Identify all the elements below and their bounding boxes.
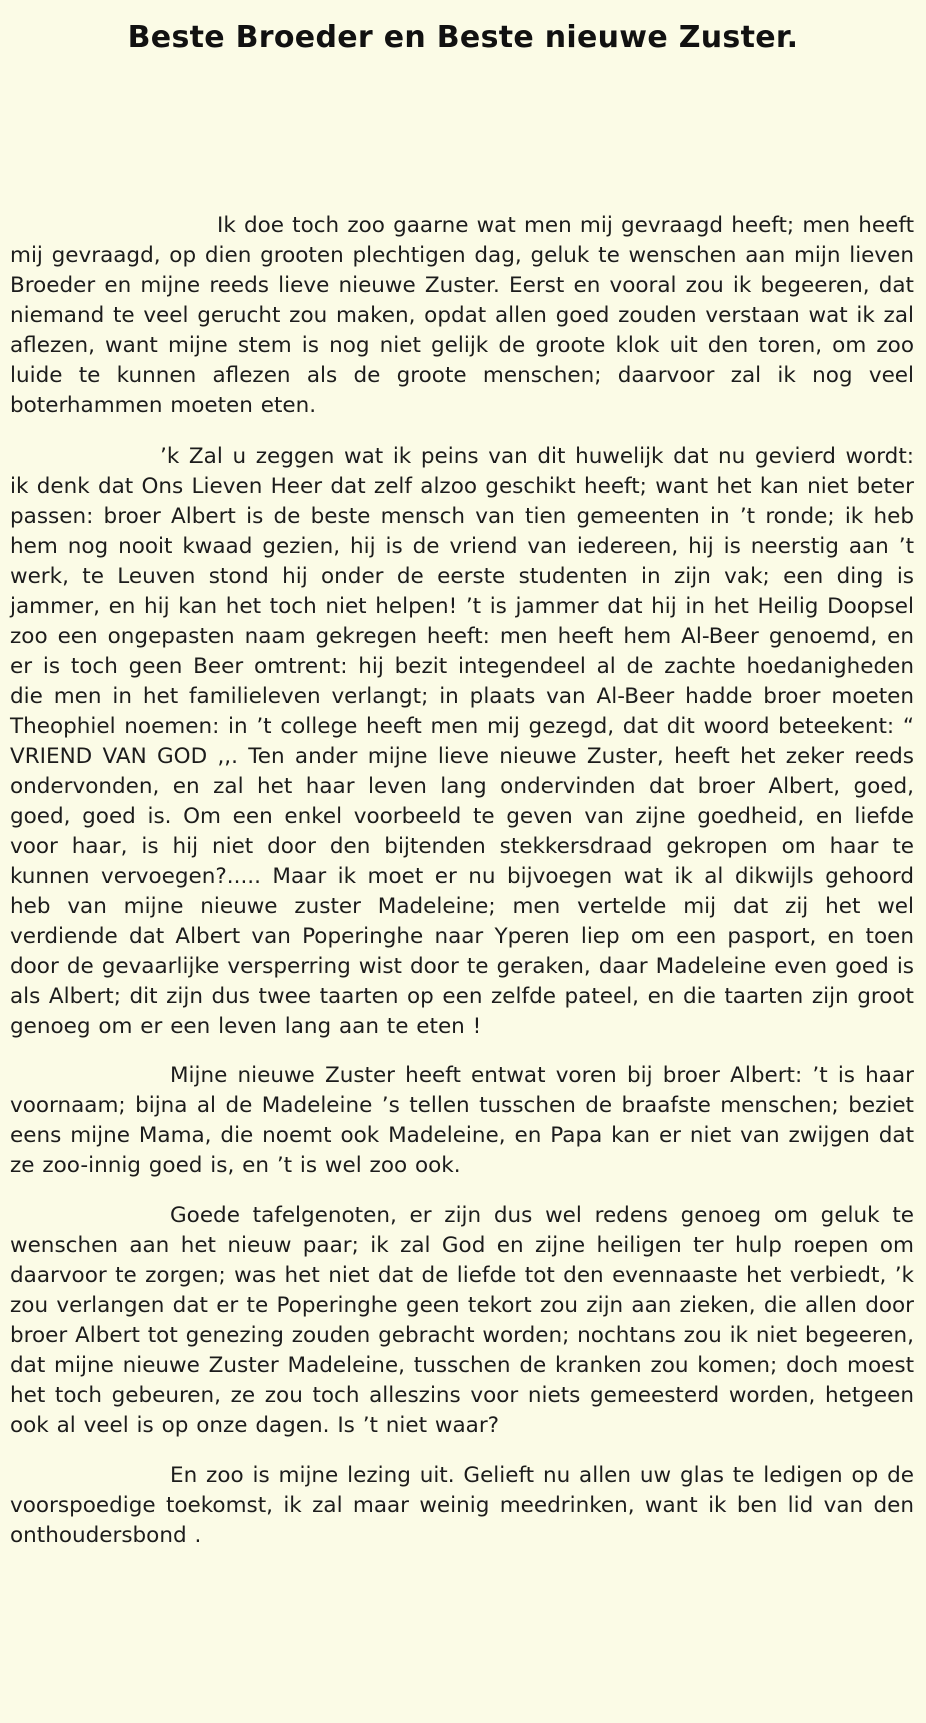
document-title: Beste Broeder en Beste nieuwe Zuster. (127, 20, 799, 55)
paragraph-3: Mijne nieuwe Zuster heeft entwat voren bij broer Albert: ’t is haar voornaam; bijna al de Madeleine ’s tellen tusschen de braafste menschen; beziet eens mijne Mama, die noemt ook Madeleine, en Papa kan er niet van zwijgen dat ze zoo-innig goed is, en ’t is wel zoo ook. (10, 1063, 914, 1178)
paragraph-4: Goede tafelgenoten, er zijn dus wel redens genoeg om geluk te wenschen aan het nieuw paar; ik zal God en zijne heiligen ter hulp roepen om daarvoor te zorgen; was het niet dat de liefde tot den evennaaste het verbiedt, ’k zou verlangen dat er te Poperinghe geen tekort zou zijn aan zieken, die allen door broer Albert tot genezing zouden gebracht worden; nochtans zou ik niet begeeren, dat mijne nieuwe Zuster Madeleine, tusschen de kranken zou komen; doch moest het toch gebeuren, ze zou toch alleszins voor niets gemeesterd worden, hetgeen ook al veel is op onze dagen. Is ’t niet waar? (10, 1203, 914, 1438)
paragraph-1: Ik doe toch zoo gaarne wat men mij gevraagd heeft; men heeft mij gevraagd, op dien grooten plechtigen dag, geluk te wenschen aan mijn lieven Broeder en mijne reeds lieve nieuwe Zuster. Eerst en vooral zou ik begeeren, dat niemand te veel gerucht zou maken, opdat allen goed zouden verstaan wat ik zal aflezen, want mijne stem is nog niet gelijk de groote klok uit den toren, om zoo luide te kunnen aflezen als de groote menschen; daarvoor zal ik nog veel boterhammen moeten eten. (10, 213, 914, 418)
document-body (10, 211, 914, 1551)
paragraph-2: ’k Zal u zeggen wat ik peins van dit huwelijk dat nu gevierd wordt: ik denk dat Ons Lieven Heer dat zelf alzoo geschikt heeft; want het kan niet beter passen: broer Albert is de beste mensch van tien gemeenten in ’t ronde; ik heb hem nog nooit kwaad gezien, hij is de vriend van iedereen, hij is neerstig aan ’t werk, te Leuven stond hij onder de eerste studenten in zijn vak; een ding is jammer, en hij kan het toch niet helpen! ’t is jammer dat hij in het Heilig Doopsel zoo een ongepasten naam gekregen heeft: men heeft hem Al-Beer genoemd, en er is toch geen Beer omtrent: hij bezit integendeel al de zachte hoedanigheden die men in het familieleven verlangt; in plaats van Al-Beer hadde broer moeten Theophiel noemen: in ’t college heeft men mij gezegd, dat dit woord beteekent: “ VRIEND VAN GOD ,,. Ten ander mijne lieve nieuwe Zuster, heeft het zeker reeds ondervonden, en zal het haar leven lang ondervinden dat broer Albert, goed, goed, goed is. Om een enkel voorbeeld te geven van zijne goedheid, en liefde voor haar, is hij niet door den bijtenden stekkersdraad gekropen om haar te kunnen vervoegen?..... Maar ik moet er nu bijvoegen wat ik al dikwijls gehoord heb van mijne nieuwe zuster Madeleine; men vertelde mij dat zij het wel verdiende dat Albert van Poperinghe naar Yperen liep om een pasport, en toen door de gevaarlijke versperring wist door te geraken, daar Madeleine even goed is als Albert; dit zijn dus twee taarten op een zelfde pateel, en die taarten zijn groot genoeg om er een leven lang aan te eten ! (10, 444, 914, 1039)
paragraph-5: En zoo is mijne lezing uit. Gelieft nu allen uw glas te ledigen op de voorspoedige toekomst, ik zal maar weinig meedrinken, want ik ben lid van den onthoudersbond . (10, 1463, 914, 1548)
